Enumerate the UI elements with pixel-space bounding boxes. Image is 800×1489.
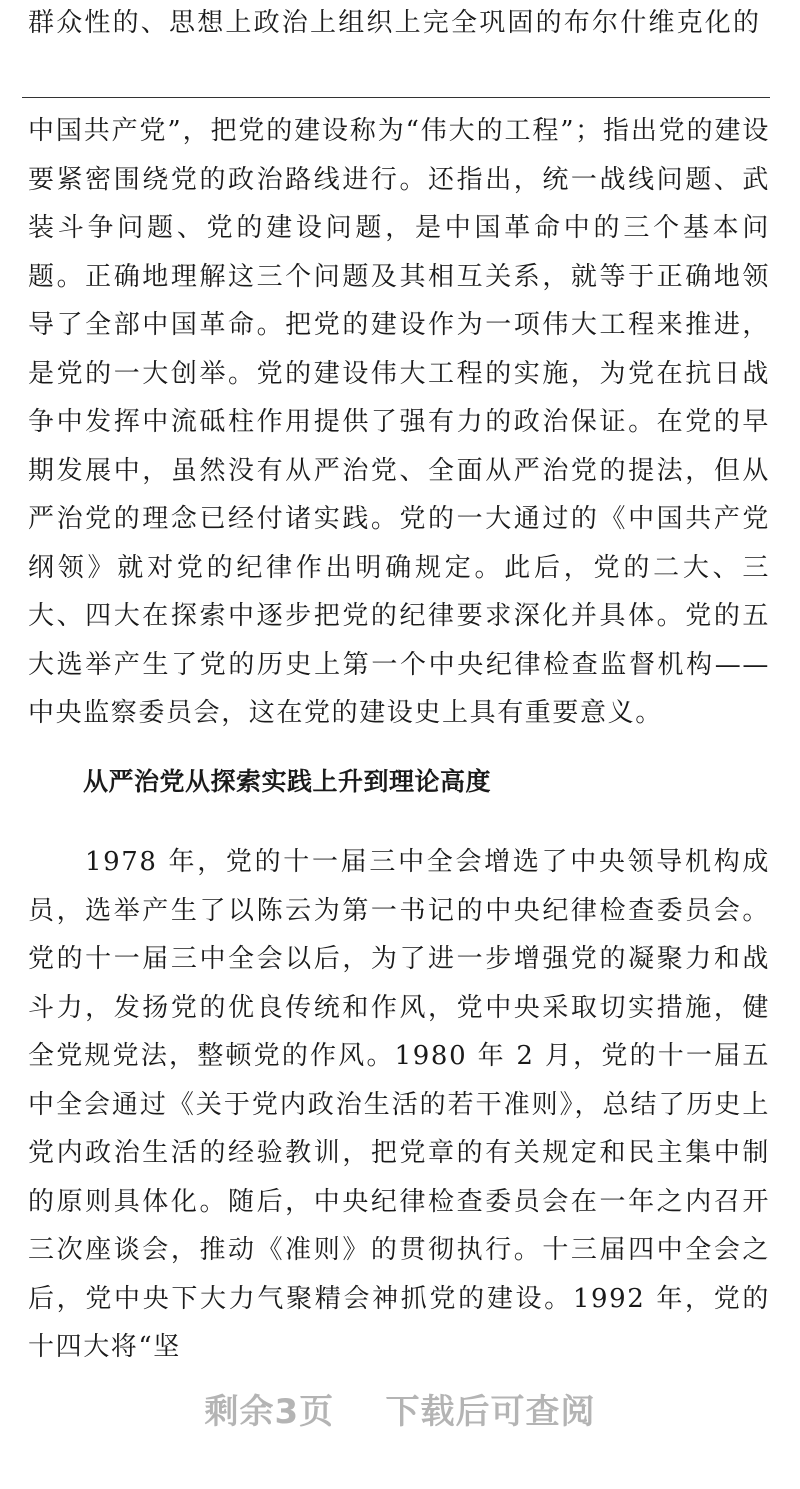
body-paragraph: 1978 年，党的十一届三中全会增选了中央领导机构成员，选举产生了以陈云为第一书记的中央纪律检查委员会。党的十一届三中全会以后，为了进一步增强党的凝聚力和战斗力，发扬党的优良传统和作风，党中央采取切实措施，健全党规党法，整顿党的作风。1980 年 2 月，党的十一届五中全会通过《关于党内政治生活的若干准则》，总结了历史上党内政治生活的经验教训，把党章的有关规定和民主集中制的原则具体化。随后，中央纪律检查委员会在一年之内召开三次座谈会，推动《准则》的贯彻执行。十三届四中全会之后，党中央下大力气聚精会神抓党的建设。1992 年，党的十四大将“坚 [28,847,770,1362]
page-divider [22,97,770,98]
partial-text-line: 群众性的、思想上政治上组织上完全巩固的布尔什维克化的 [28,8,762,38]
remaining-pages-notice[interactable]: 剩余3页 下载后可查阅 [204,1392,596,1432]
section-heading: 从严治党从探索实践上升到理论高度 [83,767,492,796]
body-paragraph: 中国共产党”，把党的建设称为“伟大的工程”；指出党的建设要紧密围绕党的政治路线进行。还指出，统一战线问题、武装斗争问题、党的建设问题，是中国革命中的三个基本问题。正确地理解这三个问题及其相互关系，就等于正确地领导了全部中国革命。把党的建设作为一项伟大工程来推进，是党的一大创举。党的建设伟大工程的实施，为党在抗日战争中发挥中流砥柱作用提供了强有力的政治保证。在党的早期发展中，虽然没有从严治党、全面从严治党的提法，但从严治党的理念已经付诸实践。党的一大通过的《中国共产党纲领》就对党的纪律作出明确规定。此后，党的二大、三大、四大在探索中逐步把党的纪律要求深化并具体。党的五大选举产生了党的历史上第一个中央纪律检查监督机构——中央监察委员会，这在党的建设史上具有重要意义。 [28,116,770,728]
